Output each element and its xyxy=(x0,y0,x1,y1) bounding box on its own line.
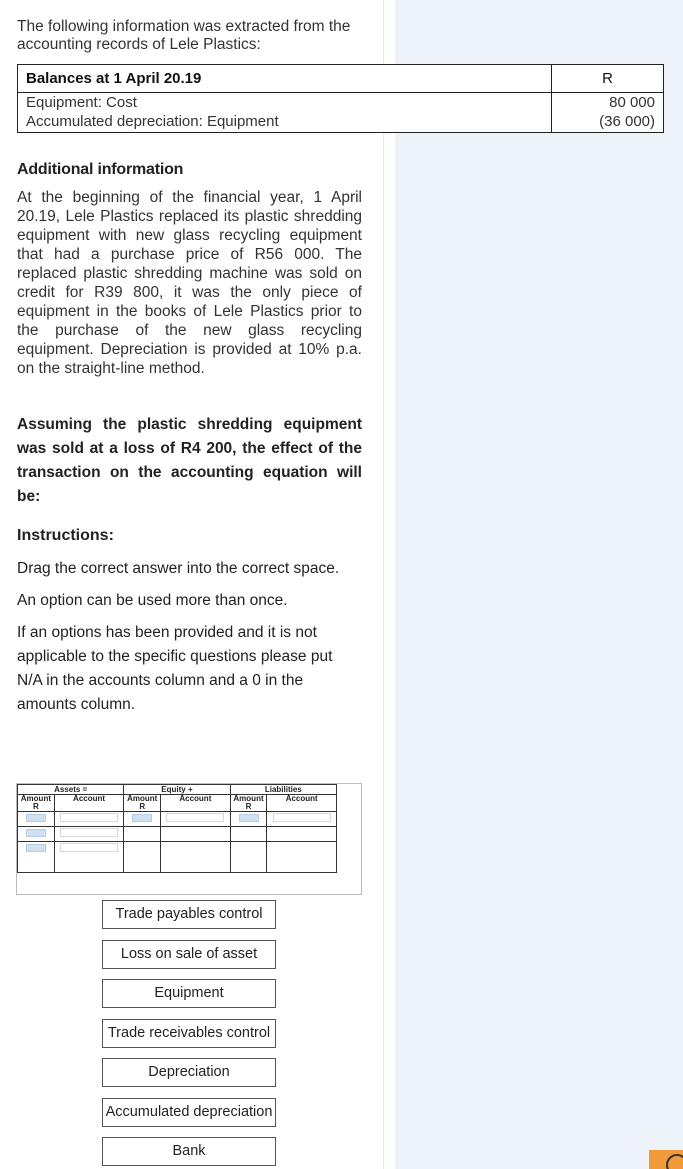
instructions-heading: Instructions: xyxy=(17,527,114,544)
balances-header-label: Balances at 1 April 20.19 xyxy=(18,65,552,93)
additional-info-heading: Additional information xyxy=(17,161,184,178)
balances-row-amount: 80 000 xyxy=(552,93,664,113)
liabilities-amount-slot[interactable] xyxy=(239,814,259,822)
accounting-equation-table xyxy=(17,784,337,873)
balances-row-label: Equipment: Cost xyxy=(18,93,552,113)
question-text: Assuming the plastic shredding equipment was sold at a loss of R4 200, the effect of the transaction on the accounting equation will be: xyxy=(17,416,362,505)
instruction-line: If an options has been provided and it is not applicable to the specific questions please put N/A in the accounts column and a 0 in the amounts column. xyxy=(17,624,333,713)
assets-account-slot[interactable] xyxy=(60,828,118,837)
liabilities-header: Liabilities xyxy=(230,785,336,795)
assets-account-header: Account xyxy=(54,795,124,812)
assets-amount-slot[interactable] xyxy=(26,844,46,852)
right-panel-background xyxy=(395,0,683,1169)
assets-amount-slot[interactable] xyxy=(26,814,46,822)
assets-account-slot[interactable] xyxy=(60,813,118,822)
equity-account-slot[interactable] xyxy=(166,813,224,822)
equity-amount-slot[interactable] xyxy=(132,814,152,822)
instruction-line: An option can be used more than once. xyxy=(17,592,288,609)
equity-header: Equity + xyxy=(124,785,230,795)
assets-amount-slot[interactable] xyxy=(26,829,46,837)
assets-account-slot[interactable] xyxy=(60,843,118,852)
answer-options xyxy=(102,900,276,1169)
option-trade-receivables-control[interactable]: Trade receivables control xyxy=(102,1019,276,1048)
accounting-equation-dropzone xyxy=(16,783,362,895)
assets-amount-header: Amount R xyxy=(18,795,55,812)
balances-table xyxy=(17,64,664,133)
liabilities-account-header: Account xyxy=(267,795,337,812)
additional-info-text: At the beginning of the financial year, 1 April 20.19, Lele Plastics replaced its plastic shredding equipment with new glass recycling equipment that had a purchase price of R56 000. The replaced plastic shredding machine was sold on credit for R39 800, it was the only piece of equipment in the books of Lele Plastics prior to the purchase of the new glass recycling equipment. Depreciation is provided at 10% p.a. on the straight-line method. xyxy=(17,189,362,377)
balances-header-amount: R xyxy=(552,65,664,93)
assets-header: Assets = xyxy=(18,785,124,795)
option-trade-payables-control[interactable]: Trade payables control xyxy=(102,900,276,929)
balances-row-amount: (36 000) xyxy=(552,113,664,133)
help-icon xyxy=(666,1154,683,1169)
option-depreciation[interactable]: Depreciation xyxy=(102,1058,276,1087)
intro-text: The following information was extracted from the accounting records of Lele Plastics: xyxy=(17,18,351,53)
option-bank[interactable]: Bank xyxy=(102,1137,276,1166)
balances-row-label: Accumulated depreciation: Equipment xyxy=(18,113,552,133)
equity-amount-header: Amount R xyxy=(124,795,161,812)
liabilities-amount-header: Amount R xyxy=(230,795,267,812)
column-divider xyxy=(383,0,384,1169)
option-accumulated-depreciation[interactable]: Accumulated depreciation xyxy=(102,1098,276,1127)
liabilities-account-slot[interactable] xyxy=(273,813,331,822)
help-badge[interactable] xyxy=(649,1150,683,1169)
equity-account-header: Account xyxy=(161,795,231,812)
option-loss-on-sale-of-asset[interactable]: Loss on sale of asset xyxy=(102,940,276,969)
option-equipment[interactable]: Equipment xyxy=(102,979,276,1008)
instruction-line: Drag the correct answer into the correct space. xyxy=(17,560,340,577)
